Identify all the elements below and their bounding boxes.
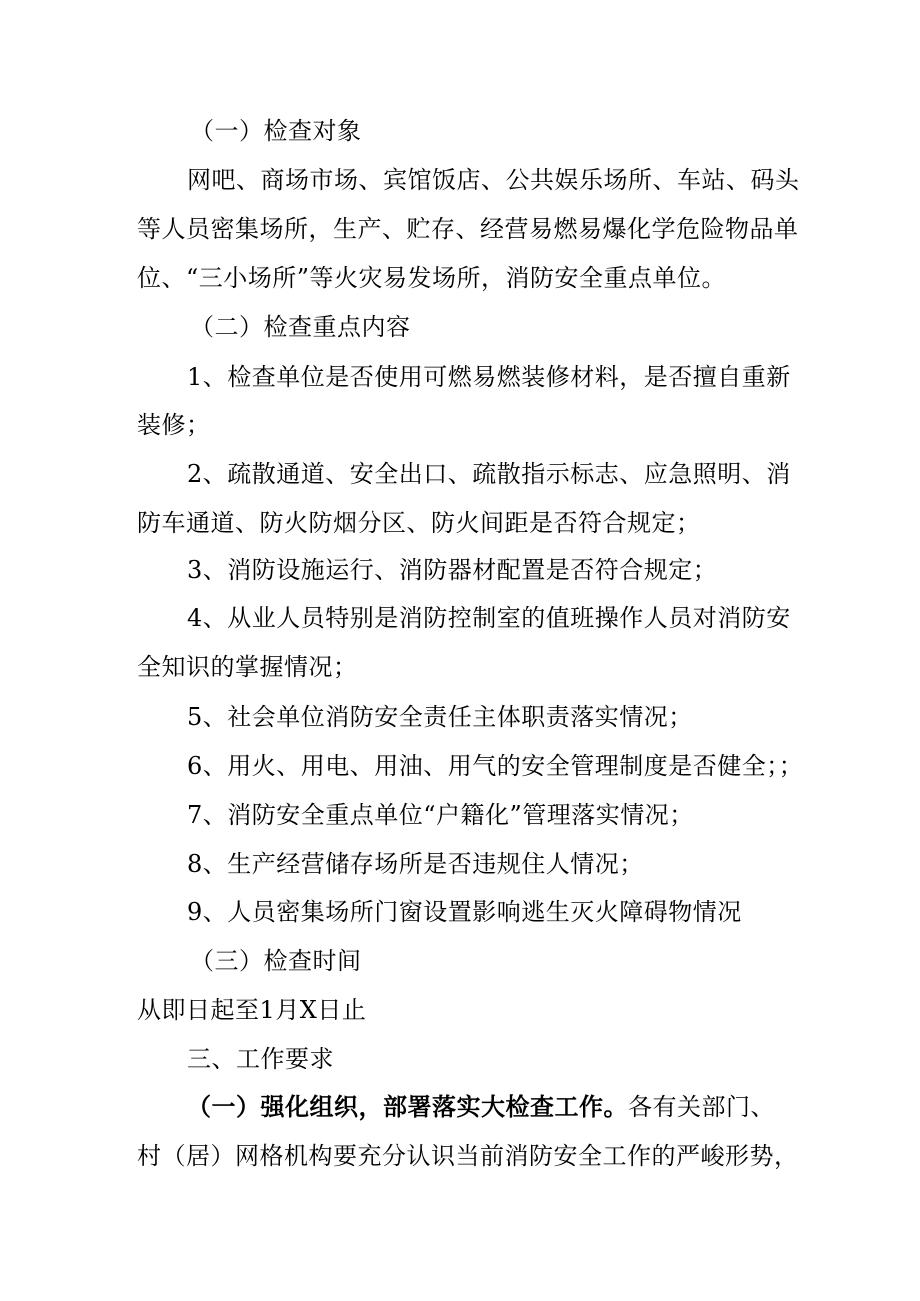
bold-lead-text: （一）强化组织，部署落实大检查工作。 xyxy=(187,1092,628,1121)
list-item-line: 5、社会单位消防安全责任主体职责落实情况； xyxy=(187,703,693,731)
list-item-line: 2、疏散通道、安全出口、疏散指示标志、应急照明、消 xyxy=(187,460,791,488)
section-heading-key-contents: （二）检查重点内容 xyxy=(190,313,411,341)
section-heading-inspection-targets: （一）检查对象 xyxy=(190,117,362,145)
list-item-line: 装修； xyxy=(137,411,211,439)
list-item-line: 4、从业人员特别是消防控制室的值班操作人员对消防安 xyxy=(187,604,791,632)
list-item-line: 全知识的掌握情况； xyxy=(137,653,358,681)
list-item-line: 1、检查单位是否使用可燃易燃装修材料，是否擅自重新 xyxy=(187,363,791,391)
section-heading-inspection-time: （三）检查时间 xyxy=(190,947,362,975)
list-item-line: 9、人员密集场所门窗设置影响逃生灭火障碍物情况 xyxy=(187,898,742,926)
list-item-line: 6、用火、用电、用油、用气的安全管理制度是否健全；； xyxy=(187,752,804,780)
paragraph-text: 各有关部门、 xyxy=(628,1093,775,1121)
list-item-line: 3、消防设施运行、消防器材配置是否符合规定； xyxy=(187,556,718,584)
list-item-line: 8、生产经营储存场所是否违规住人情况； xyxy=(187,850,644,878)
part-heading-work-requirements: 三、工作要求 xyxy=(187,1045,334,1073)
paragraph-line xyxy=(187,1091,775,1123)
list-item-line: 7、消防安全重点单位“户籍化”管理落实情况； xyxy=(187,801,694,829)
paragraph-line: 网吧、商场市场、宾馆饭店、公共娱乐场所、车站、码头 xyxy=(187,166,800,194)
paragraph-line: 从即日起至1月X日止 xyxy=(137,996,367,1024)
paragraph-line: 位、“三小场所”等火灾易发场所，消防安全重点单位。 xyxy=(137,264,727,292)
paragraph-line: 等人员密集场所，生产、贮存、经营易燃易爆化学危险物品单 xyxy=(137,215,799,243)
paragraph-line: 村（居）网格机构要充分认识当前消防安全工作的严峻形势， xyxy=(137,1142,799,1170)
list-item-line: 防车通道、防火防烟分区、防火间距是否符合规定； xyxy=(137,509,701,537)
